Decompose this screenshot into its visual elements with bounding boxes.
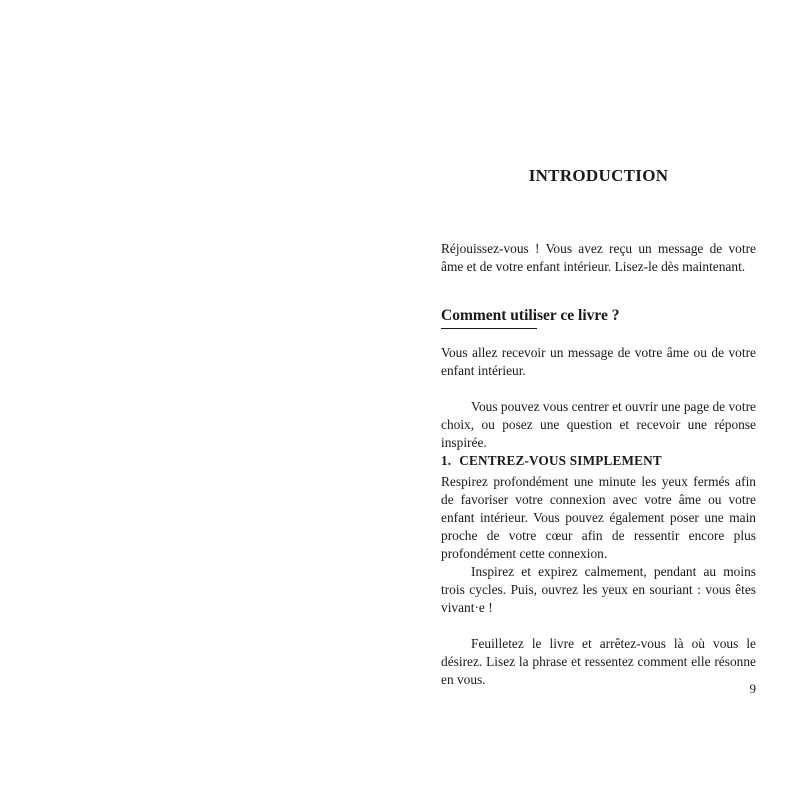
- step-heading: [441, 453, 662, 469]
- step-paragraph-3: Feuilletez le livre et arrêtez-vous là où vous le désirez. Lisez la phrase et ressentez comment elle résonne en vous.: [441, 636, 756, 687]
- step-paragraph-1: Respirez profondément une minute les yeux fermés afin de favoriser votre connexion avec votre âme ou votre enfant intérieur. Vous pouvez également poser une main proche de votre cœur afin de ressentir encore plus profondément cette connexion.: [441, 474, 756, 561]
- intro-paragraph: Réjouissez-vous ! Vous avez reçu un message de votre âme et de votre enfant intérieur. Lisez-le dès maintenant.: [441, 241, 756, 274]
- step-title: CENTREZ-VOUS SIMPLEMENT: [459, 453, 662, 468]
- section-heading: Comment utiliser ce livre ?: [441, 307, 620, 324]
- step-number: 1.: [441, 453, 452, 468]
- section-paragraph-2: Vous pouvez vous centrer et ouvrir une page de votre choix, ou posez une question et recevoir une réponse inspirée.: [441, 399, 756, 450]
- section-paragraph-1: Vous allez recevoir un message de votre âme ou de votre enfant intérieur.: [441, 345, 756, 378]
- page-number: 9: [749, 681, 756, 696]
- chapter-title: INTRODUCTION: [528, 166, 669, 185]
- step-paragraph-2: Inspirez et expirez calmement, pendant au moins trois cycles. Puis, ouvrez les yeux en souriant : vous êtes vivant·e !: [441, 564, 756, 615]
- section-heading-underline: [441, 328, 537, 329]
